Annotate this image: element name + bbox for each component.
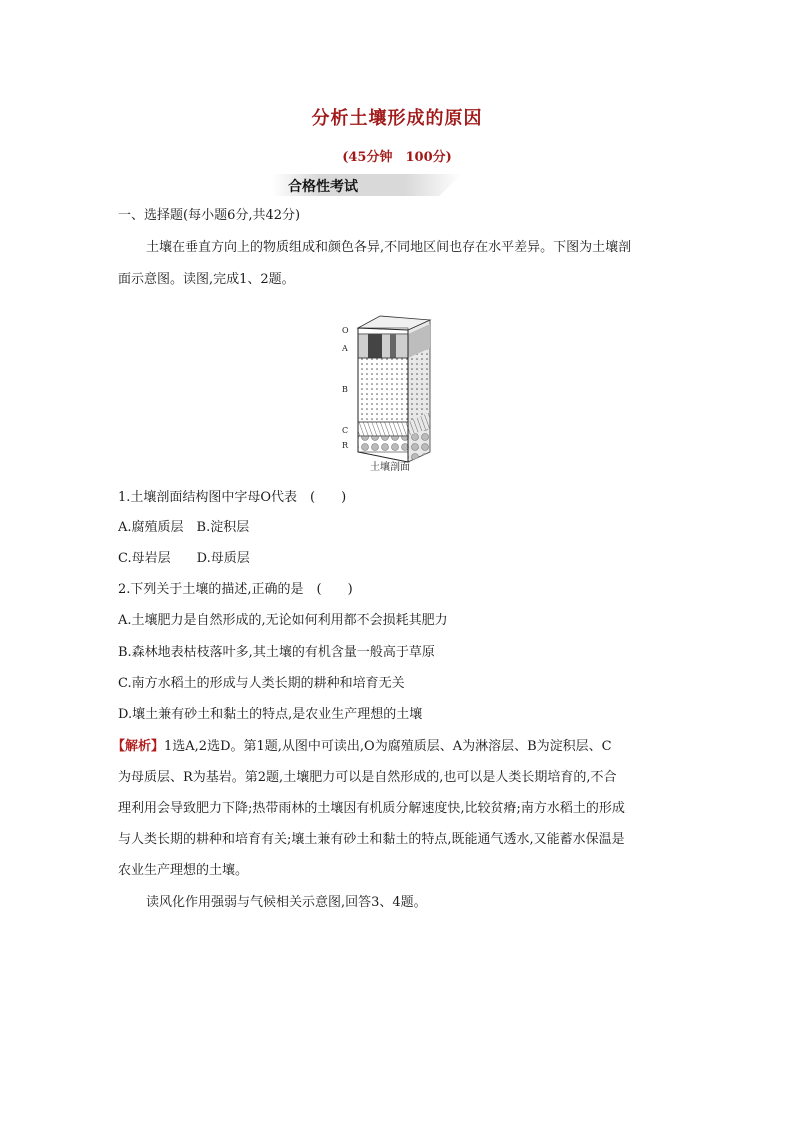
question-2-option-a: A.土壤肥力是自然形成的,无论如何利用都不会损耗其肥力 [118, 613, 448, 628]
analysis-tag: 【解析】 [112, 739, 165, 754]
analysis-line-5: 农业生产理想的土壤。 [118, 863, 249, 878]
figure-label-o: O [342, 326, 349, 335]
question-1-stem: 1.土壤剖面结构图中字母O代表 ( ) [118, 490, 347, 505]
analysis-line-3: 理利用会导致肥力下降;热带雨林的土壤因有机质分解速度快,比较贫瘠;南方水稻土的形成 [118, 801, 625, 816]
question-2-stem: 2.下列关于土壤的描述,正确的是 ( ) [118, 582, 353, 597]
intro-line-2: 面示意图。读图,完成1、2题。 [118, 272, 295, 287]
question-2-option-c: C.南方水稻土的形成与人类长期的耕种和培育无关 [118, 676, 405, 691]
section-banner [272, 174, 462, 196]
question-2-option-b: B.森林地表枯枝落叶多,其土壤的有机含量一般高于草原 [118, 645, 435, 660]
question-1-options-ab: A.腐殖质层 B.淀积层 [118, 520, 250, 535]
figure-label-c: C [342, 426, 349, 435]
question-2-option-d: D.壤土兼有砂土和黏土的特点,是农业生产理想的土壤 [118, 707, 423, 722]
analysis-line-1 [112, 737, 612, 757]
figure-caption: 土壤剖面 [370, 462, 410, 473]
question-1-options-cd: C.母岩层 D.母质层 [118, 551, 250, 566]
analysis-text-1: 1选A,2选D。第1题,从图中可读出,O为腐殖质层、A为淋溶层、B为淀积层、C [164, 739, 612, 754]
analysis-line-2: 为母质层、R为基岩。第2题,土壤肥力可以是自然形成的,也可以是人类长期培育的,不合 [118, 770, 617, 785]
figure-label-r: R [342, 441, 349, 450]
figure-label-a: A [342, 344, 348, 353]
part-heading: 一、选择题(每小题6分,共42分) [118, 208, 301, 223]
page-subtitle: (45分钟 100分) [342, 150, 452, 165]
intro-line-1: 土壤在垂直方向上的物质组成和颜色各异,不同地区间也存在水平差异。下图为土壤剖 [146, 240, 632, 255]
intro-line-3: 读风化作用强弱与气候相关示意图,回答3、4题。 [146, 895, 427, 910]
section-label: 合格性考试 [288, 179, 358, 195]
soil-profile-figure [340, 312, 460, 482]
figure-label-b: B [342, 385, 348, 394]
page-title: 分析土壤形成的原因 [311, 108, 483, 129]
analysis-line-4: 与人类长期的耕种和培育有关;壤土兼有砂土和黏土的特点,既能通气透水,又能蓄水保温是 [118, 832, 625, 847]
